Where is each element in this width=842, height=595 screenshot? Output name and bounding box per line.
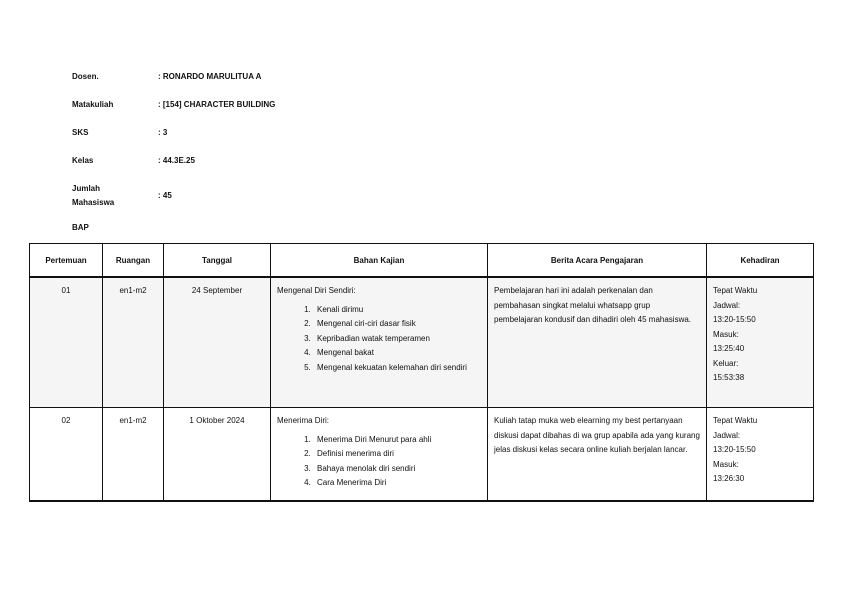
table-row [30,277,814,408]
bap-table [29,243,814,502]
kehadiran-line: 13:20-15:50 [713,315,756,324]
cell-tanggal: 24 September [164,277,271,408]
topic-item: 1. Kenali dirimu [313,303,481,318]
kehadiran-line: 13:20-15:50 [713,445,756,454]
cell-kehadiran [707,408,814,502]
jumlah-label [72,182,158,210]
header-pertemuan: Pertemuan [30,244,103,278]
kehadiran-line: 13:25:40 [713,344,745,353]
matakuliah-label: Matakuliah [72,100,114,109]
cell-bahan-kajian [271,408,488,502]
cell-pertemuan: 01 [30,277,103,408]
cell-ruangan: en1-m2 [103,408,164,502]
sks-label: SKS [72,128,89,137]
cell-pertemuan: 02 [30,408,103,502]
kehadiran-line: Keluar: [713,358,739,368]
info-dosen [72,70,275,84]
jumlah-label-line-2: Mahasiswa [72,198,115,207]
topic-item: 2. Definisi menerima diri [313,447,481,462]
cell-kehadiran [707,277,814,408]
info-matakuliah [72,98,275,112]
kelas-label: Kelas [72,156,94,165]
info-sks [72,126,275,140]
matakuliah-value: : [154] CHARACTER BUILDING [158,100,276,109]
topic-item: 2. Mengenal ciri-ciri dasar fisik [313,317,481,332]
kehadiran-line: Masuk: [713,329,739,339]
dosen-value: : RONARDO MARULITUA A [158,72,262,81]
table-header-row [30,244,814,278]
table-row [30,408,814,502]
jumlah-value: : 45 [158,191,172,200]
kelas-value: : 44.3E.25 [158,156,195,165]
topic-title: Menerima Diri: [277,416,330,425]
topic-item: 5. Mengenal kekuatan kelemahan diri sendiri [313,361,481,376]
topic-item: 1. Menerima Diri Menurut para ahli [313,433,481,448]
topic-item: 4. Mengenal bakat [313,346,481,361]
kehadiran-line: 15:53:38 [713,373,745,382]
cell-tanggal: 1 Oktober 2024 [164,408,271,502]
kehadiran-line: 13:26:30 [713,474,745,483]
kehadiran-line: Masuk: [713,459,739,469]
kehadiran-line: Jadwal: [713,430,741,440]
cell-ruangan: en1-m2 [103,277,164,408]
header-kehadiran: Kehadiran [707,244,814,278]
cell-bahan-kajian [271,277,488,408]
header-tanggal: Tanggal [164,244,271,278]
topic-list [277,303,481,376]
topic-item: 4. Cara Menerima Diri [313,476,481,491]
topic-list [277,433,481,491]
cell-berita-acara: Pembelajaran hari ini adalah perkenalan dan pembahasan singkat melalui whatsapp grup pembelajaran kondusif dan dihadiri oleh 45 mahasiswa. [488,277,707,408]
header-bahan-kajian: Bahan Kajian [271,244,488,278]
sks-value: : 3 [158,128,168,137]
header-berita-acara: Berita Acara Pengajaran [488,244,707,278]
course-info [72,70,275,224]
topic-item: 3. Kepribadian watak temperamen [313,332,481,347]
cell-berita-acara: Kuliah tatap muka web elearning my best pertanyaan diskusi dapat dibahas di wa grup apabila ada yang kurang jelas diskusi kelas secara online kuliah berjalan lancar. [488,408,707,502]
topic-title: Mengenal Diri Sendiri: [277,286,356,295]
kehadiran-line: Jadwal: [713,300,741,310]
info-jumlah [72,182,275,210]
topic-item: 3. Bahaya menolak diri sendiri [313,462,481,477]
dosen-label: Dosen. [72,72,99,81]
header-ruangan: Ruangan [103,244,164,278]
jumlah-label-line-1: Jumlah [72,184,101,193]
info-kelas [72,154,275,168]
kehadiran-line: Tepat Waktu [713,286,758,295]
kehadiran-line: Tepat Waktu [713,416,758,425]
bap-title: BAP [72,223,89,232]
